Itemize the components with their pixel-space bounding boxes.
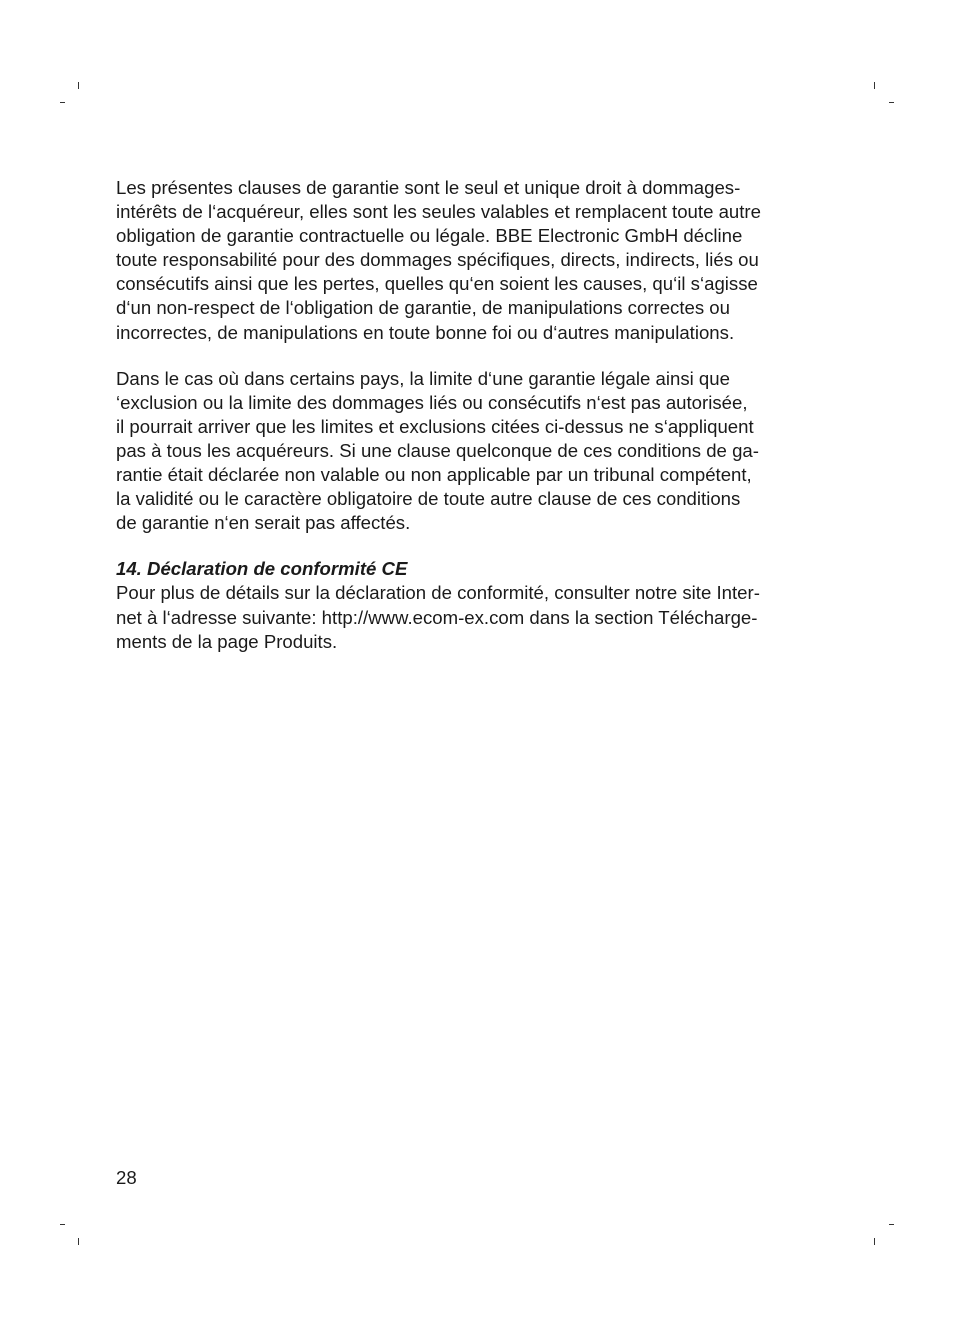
- text-line: Les présentes clauses de garantie sont le seul et unique droit à dommages-: [116, 177, 741, 198]
- section-heading-ce-conformity: 14. Déclaration de conformité CE: [116, 558, 408, 580]
- text-line: toute responsabilité pour des dommages spécifiques, directs, indirects, liés ou: [116, 249, 759, 271]
- text-line: Dans le cas où dans certains pays, la limite d‘une garantie légale ainsi que: [116, 367, 730, 389]
- ce-conformity-paragraph: [116, 581, 826, 653]
- text-line: net à l‘adresse suivante: http://www.ecom-ex.com dans la section Télécharge-: [116, 606, 758, 628]
- text-line: intérêts de l‘acquéreur, elles sont les seules valables et remplacent toute autre: [116, 201, 761, 223]
- crop-mark: [60, 102, 65, 103]
- text-line: rantie était déclarée non valable ou non applicable par un tribunal compétent,: [116, 464, 752, 486]
- text-line: la validité ou le caractère obligatoire de toute autre clause de ces conditions: [116, 488, 741, 510]
- page-number: 28: [116, 1167, 137, 1188]
- text-line: incorrectes, de manipulations en toute bonne foi ou d‘autres manipulations.: [116, 321, 735, 343]
- paragraph-spacer: [116, 535, 826, 557]
- legal-limitation-paragraph: [116, 367, 826, 536]
- warranty-clause-paragraph: [116, 176, 826, 345]
- text-line: ‘exclusion ou la limite des dommages liés ou consécutifs n‘est pas autorisée,: [116, 391, 748, 413]
- text-line: il pourrait arriver que les limites et exclusions citées ci-dessus ne s‘appliquent: [116, 415, 754, 437]
- body-text: [116, 176, 826, 654]
- text-line: Pour plus de détails sur la déclaration de conformité, consulter notre site Inter-: [116, 582, 760, 604]
- text-line: obligation de garantie contractuelle ou légale. BBE Electronic GmbH décline: [116, 225, 743, 247]
- text-line: consécutifs ainsi que les pertes, quelles qu‘en soient les causes, qu‘il s‘agisse: [116, 273, 758, 295]
- crop-mark: [60, 1224, 65, 1225]
- crop-mark: [874, 1238, 875, 1245]
- text-line: d‘un non-respect de l‘obligation de garantie, de manipulations correctes ou: [116, 297, 730, 319]
- crop-mark: [874, 82, 875, 89]
- paragraph-spacer: [116, 345, 826, 367]
- crop-mark: [78, 1238, 79, 1245]
- crop-mark: [889, 1224, 894, 1225]
- crop-mark: [889, 102, 894, 103]
- crop-mark: [78, 82, 79, 89]
- text-line: ments de la page Produits.: [116, 630, 338, 652]
- text-line: pas à tous les acquéreurs. Si une clause quelconque de ces conditions de ga-: [116, 439, 759, 461]
- text-line: de garantie n‘en serait pas affectés.: [116, 512, 411, 534]
